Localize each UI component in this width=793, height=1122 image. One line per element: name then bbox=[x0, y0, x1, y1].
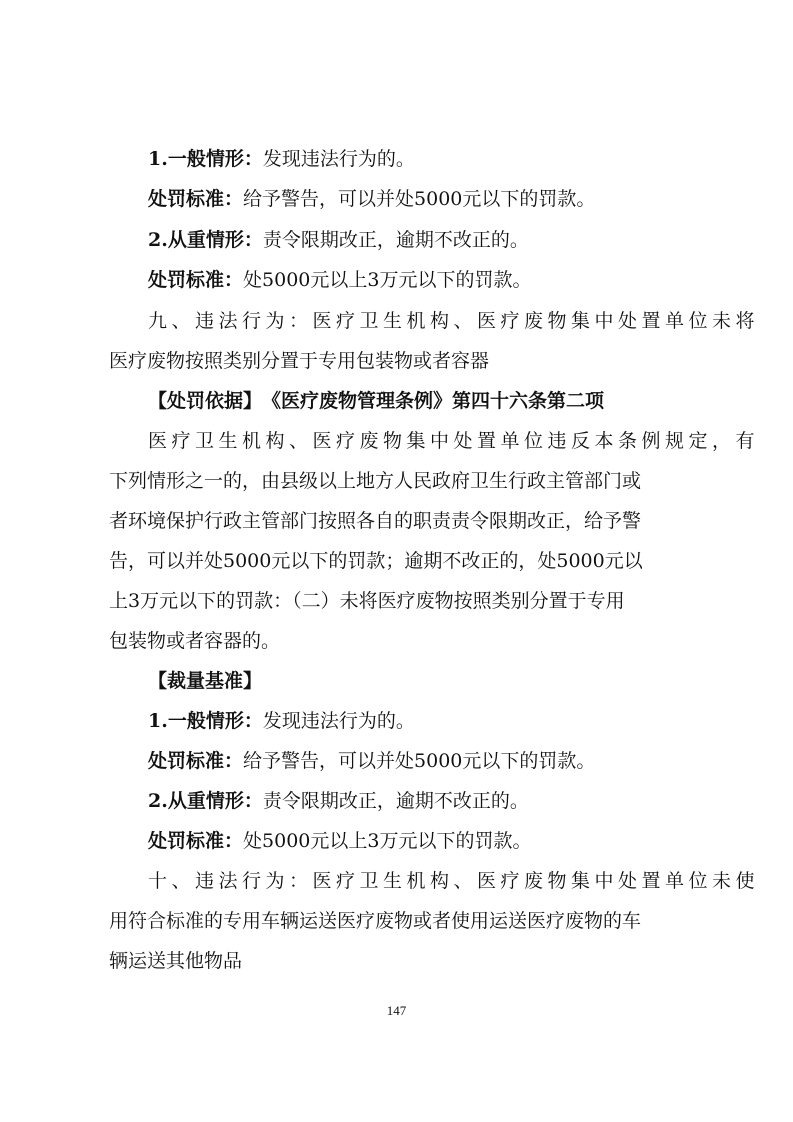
penalty-standard-severe bbox=[148, 268, 531, 292]
standard-label: 处罚标准： bbox=[148, 830, 244, 852]
violation-9-title-line2: 医疗废物按照类别分置于专用包装物或者容器 bbox=[109, 350, 490, 372]
criteria-label: 2.从重情形： bbox=[148, 229, 263, 251]
criteria-text: 责令限期改正，逾期不改正的。 bbox=[262, 229, 529, 251]
penalty-basis-heading: 【处罚依据】 《医疗废物管理条例》第四十六条第二项 bbox=[148, 390, 605, 412]
standard-text: 处5000元以上3万元以下的罚款。 bbox=[243, 269, 532, 291]
violation-10-title-line3: 辆运送其他物品 bbox=[109, 950, 243, 972]
penalty-standard-general bbox=[148, 749, 595, 773]
basis-paragraph-line4: 告，可以并处5000元以下的罚款；逾期不改正的，处5000元以 bbox=[109, 550, 643, 572]
standard-text: 处5000元以上3万元以下的罚款。 bbox=[243, 830, 532, 852]
criteria-general bbox=[148, 709, 415, 733]
criteria-text: 发现违法行为的。 bbox=[262, 710, 415, 732]
standard-label: 处罚标准： bbox=[148, 188, 244, 210]
standard-label: 处罚标准： bbox=[148, 269, 244, 291]
criteria-severe bbox=[148, 789, 529, 813]
criteria-severe bbox=[148, 228, 529, 252]
criteria-label: 1.一般情形： bbox=[148, 710, 263, 732]
violation-9-title-line1: 九、违法行为：医疗卫生机构、医疗废物集中处置单位未将 bbox=[148, 310, 760, 332]
page-number: 147 bbox=[386, 1003, 407, 1018]
criteria-text: 责令限期改正，逾期不改正的。 bbox=[262, 790, 529, 812]
basis-paragraph-line5: 上3万元以下的罚款：（二）未将医疗废物按照类别分置于专用 bbox=[109, 590, 625, 612]
basis-paragraph-line2: 下列情形之一的，由县级以上地方人民政府卫生行政主管部门或 bbox=[109, 470, 642, 492]
discretion-heading: 【裁量基准】 bbox=[148, 670, 263, 692]
criteria-label: 2.从重情形： bbox=[148, 790, 263, 812]
criteria-label: 1.一般情形： bbox=[148, 148, 263, 170]
basis-paragraph-line3: 者环境保护行政主管部门按照各自的职责责令限期改正，给予警 bbox=[109, 510, 642, 532]
standard-text: 给予警告，可以并处5000元以下的罚款。 bbox=[243, 188, 596, 210]
penalty-standard-severe bbox=[148, 829, 531, 853]
criteria-general bbox=[148, 147, 415, 171]
penalty-standard-general bbox=[148, 187, 595, 211]
basis-paragraph-line1: 医疗卫生机构、医疗废物集中处置单位违反本条例规定，有 bbox=[148, 430, 760, 452]
basis-paragraph-line6: 包装物或者容器的。 bbox=[109, 630, 281, 652]
standard-text: 给予警告，可以并处5000元以下的罚款。 bbox=[243, 750, 596, 772]
violation-10-title-line1: 十、违法行为：医疗卫生机构、医疗废物集中处置单位未使 bbox=[148, 870, 760, 892]
standard-label: 处罚标准： bbox=[148, 750, 244, 772]
criteria-text: 发现违法行为的。 bbox=[262, 148, 415, 170]
violation-10-title-line2: 用符合标准的专用车辆运送医疗废物或者使用运送医疗废物的车 bbox=[109, 910, 642, 932]
